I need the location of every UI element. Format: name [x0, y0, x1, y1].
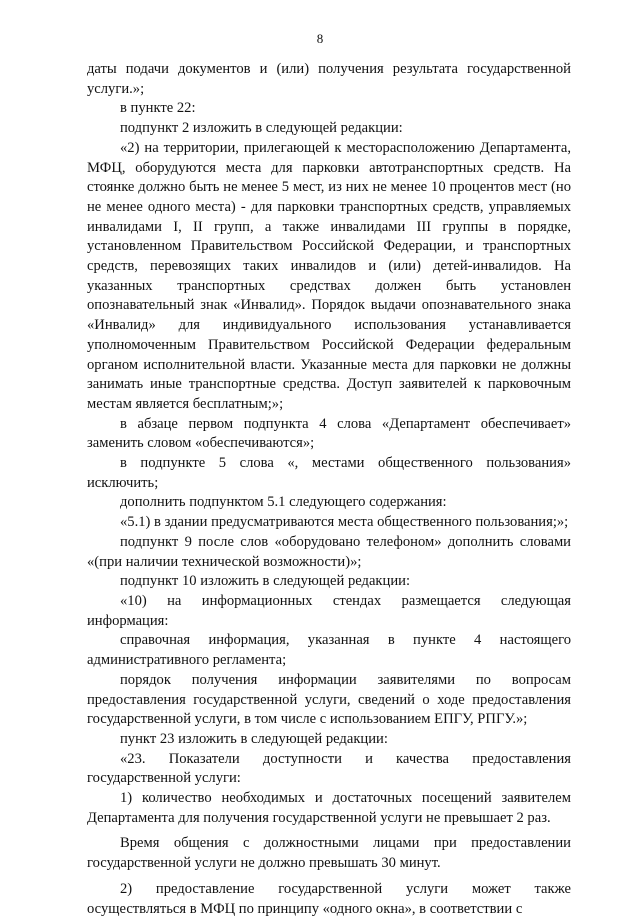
paragraph: порядок получения информации заявителями по вопросам предоставления государственной услуги, сведений о ходе предоставления государственной услуги, в том числе с использованием ЕПГУ, РПГУ.»;: [87, 671, 571, 728]
paragraph: «10) на информационных стендах размещается следующая информация:: [87, 592, 571, 629]
document-body: [87, 60, 571, 919]
paragraph: дополнить подпунктом 5.1 следующего содержания:: [120, 494, 447, 511]
paragraph: пункт 23 изложить в следующей редакции:: [120, 730, 388, 747]
paragraph: в пункте 22:: [120, 100, 196, 117]
paragraph: в абзаце первом подпункта 4 слова «Департамент обеспечивает» заменить словом «обеспечиваются»;: [87, 415, 571, 452]
paragraph: подпункт 2 изложить в следующей редакции:: [120, 120, 403, 137]
paragraph: в подпункте 5 слова «, местами общественного пользования» исключить;: [87, 455, 571, 491]
paragraph: «2) на территории, прилегающей к месторасположению Департамента, МФЦ, оборудуются места для парковки автотранспортных средств. На стоянке должно быть не менее 5 мест, из них не менее 10 процентов мест (но не менее одного места) - для парковки транспортных средств, управляемых инвалидами I, II групп, а также инвалидами III группы в порядке, установленном Правительством Российской Федерации, и транспортных средств, перевозящих таких инвалидов и (или) детей-инвалидов. На указанных транспортных средствах должен быть установлен опознавательный знак «Инвалид». Порядок выдачи опознавательного знака «Инвалид» для индивидуального использования устанавливается уполномоченным Правительством Российской Федерации федеральным органом исполнительной власти. Указанные места для парковки не должны занимать иные транспортные средства. Доступ заявителей к парковочным местам является бесплатным;»;: [87, 139, 571, 412]
paragraph: Время общения с должностными лицами при предоставлении государственной услуги не должно превышать 30 минут.: [87, 835, 571, 872]
paragraph: подпункт 9 после слов «оборудовано телефоном» дополнить словами «(при наличии технической возможности)»;: [87, 533, 571, 570]
page-number: 8: [316, 31, 324, 46]
paragraph: справочная информация, указанная в пункте 4 настоящего административного регламента;: [87, 632, 571, 669]
paragraph: подпункт 10 изложить в следующей редакции:: [120, 573, 411, 590]
paragraph: «23. Показатели доступности и качества предоставления государственной услуги:: [87, 750, 571, 787]
paragraph: 2) предоставление государственной услуги может также осуществляться в МФЦ по принципу «одного окна», в соответствии с: [87, 880, 571, 917]
paragraph: даты подачи документов и (или) получения результата государственной услуги.»;: [87, 61, 571, 97]
paragraph: «5.1) в здании предусматриваются места общественного пользования;»;: [120, 514, 569, 531]
paragraph: 1) количество необходимых и достаточных посещений заявителем Департамента для получения государственной услуги не превышает 2 раз.: [87, 790, 571, 826]
